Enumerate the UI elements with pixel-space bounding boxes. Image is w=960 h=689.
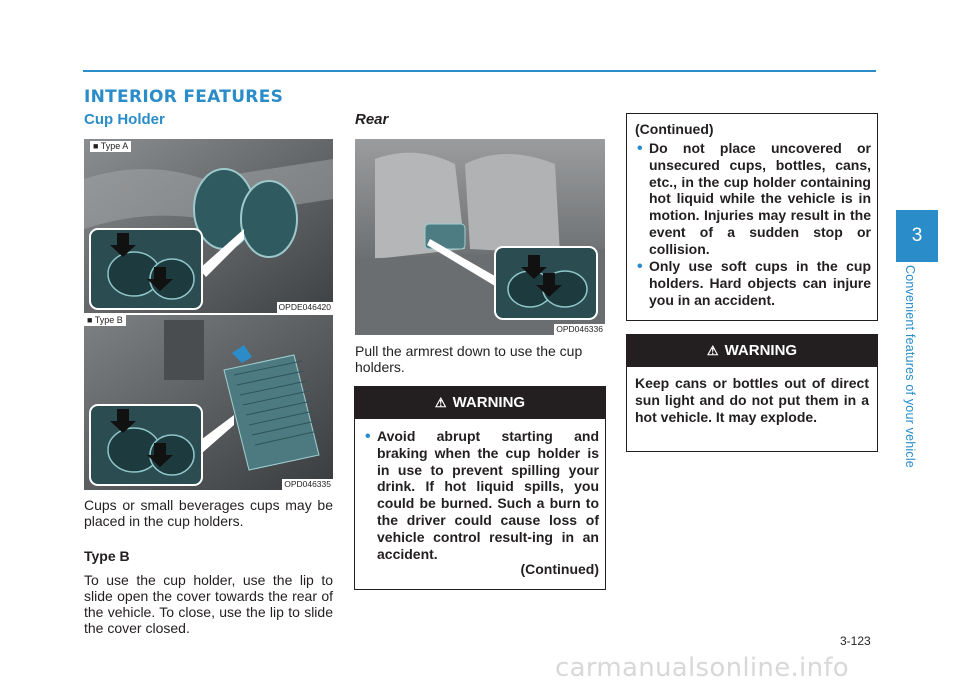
section-title: INTERIOR FEATURES — [84, 87, 284, 107]
type-b-subhead: Type B — [84, 548, 130, 564]
continued-label: (Continued) — [520, 561, 599, 577]
continued-bullet-1: Do not place uncovered or unsecured cups, bottles, cans, etc., in the cup holder containing hot liquid while the vehicle is in motion. Injuries may result in the event of a sudden stop or collision. — [649, 140, 871, 257]
chapter-tab: 3 — [896, 210, 938, 262]
warning-text: Keep cans or bottles out of direct sun light and do not put them in a hot vehicle. It may explode. — [635, 375, 869, 425]
warning-title: WARNING — [452, 394, 526, 411]
type-b-photo — [84, 315, 333, 490]
rear-photo — [355, 139, 605, 335]
photo-code: OPD046335 — [284, 479, 331, 489]
bullet-icon: • — [365, 428, 371, 445]
warning-box-2 — [626, 334, 878, 452]
rear-heading: Rear — [355, 111, 389, 128]
warning-box — [354, 386, 606, 590]
type-a-photo — [84, 139, 333, 313]
warning-triangle-icon: ⚠ — [434, 395, 447, 410]
continued-bullet-2: Only use soft cups in the cup holders. Hard objects can injure you in an accident. — [649, 258, 871, 308]
chapter-label: Convenient features of your vehicle — [903, 265, 917, 468]
type-a-label: ■ Type A — [90, 141, 131, 152]
bullet-icon: • — [637, 140, 643, 157]
warning-title: WARNING — [724, 342, 798, 359]
watermark: carmanualsonline.info — [555, 653, 850, 683]
photo-code: OPD046336 — [556, 324, 603, 334]
warning-header — [355, 387, 605, 419]
rear-paragraph: Pull the armrest down to use the cup holders. — [355, 343, 583, 375]
cup-holder-heading: Cup Holder — [84, 111, 165, 128]
bullet-icon: • — [637, 258, 643, 275]
header-rule — [83, 70, 876, 72]
continued-warning-box — [626, 113, 878, 321]
type-b-paragraph: To use the cup holder, use the lip to slide open the cover towards the rear of the vehicle. To close, use the lip to slide the cover closed. — [84, 572, 333, 636]
page-number: 3-123 — [840, 634, 871, 648]
cup-holder-paragraph: Cups or small beverages cups may be placed in the cup holders. — [84, 497, 333, 529]
warning-header — [627, 335, 877, 367]
continued-label: (Continued) — [635, 121, 714, 137]
type-b-label: ■ Type B — [84, 315, 126, 326]
warning-triangle-icon: ⚠ — [706, 343, 719, 358]
photo-code: OPDE046420 — [278, 302, 331, 312]
warning-text: Avoid abrupt starting and braking when the cup holder is in use to prevent spilling your drink. If hot liquid spills, you could be burned. Such a burn to the driver could cause loss of vehicle control result-ing in an accident. — [377, 428, 599, 562]
